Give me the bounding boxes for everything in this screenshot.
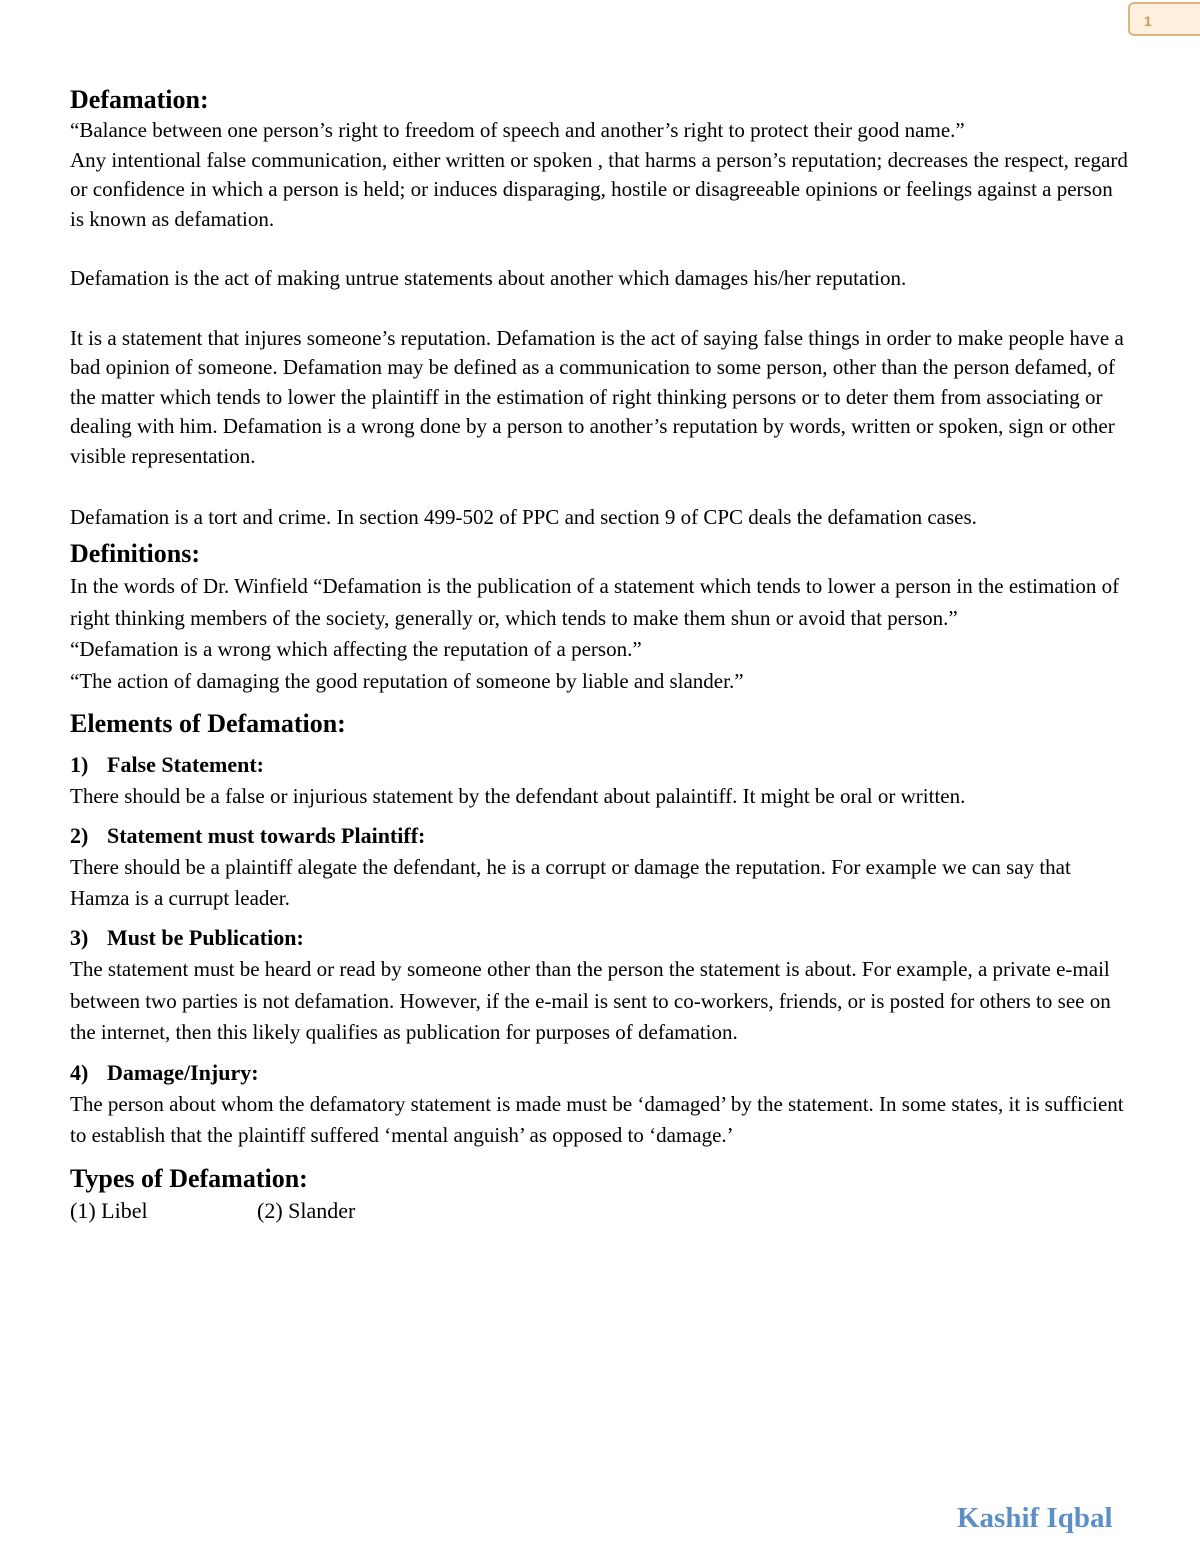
element-1-title: 1) False Statement: <box>70 752 265 777</box>
definition-3: “The action of damaging the good reputation of someone by liable and slander.” <box>70 668 744 693</box>
element-4-text: The person about whom the defamatory statement is made must be ‘damaged’ by the statement. In some states, it is sufficient to establish that the plaintiff suffered ‘mental anguish’ as opposed to ‘damage.’ <box>70 1091 1124 1147</box>
defamation-para-1: Any intentional false communication, either written or spoken , that harms a person’s reputation; decreases the respect, regard or confidence in which a person is held; or induces disparaging, hostile or disagreeable opinions or feelings against a person is known as defamation. <box>70 147 1128 231</box>
element-2-text: There should be a plaintiff alegate the defendant, he is a corrupt or damage the reputation. For example we can say that Hamza is a currupt leader. <box>70 855 1071 910</box>
type-libel: (1) Libel <box>70 1197 148 1223</box>
element-3-text: The statement must be heard or read by someone other than the person the statement is about. For example, a private e-mail between two parties is not defamation. However, if the e-mail is sent to co-workers, friends, or is posted for others to see on the internet, then this likely qualifies as publication for purposes of defamation. <box>70 957 1111 1044</box>
defamation-para-4: Defamation is a tort and crime. In section 499-502 of PPC and section 9 of CPC deals the defamation cases. <box>70 505 977 529</box>
heading-elements: Elements of Defamation: <box>70 709 346 738</box>
definition-1: In the words of Dr. Winfield “Defamation is the publication of a statement which tends to lower a person in the estimation of right thinking members of the society, generally or, which tends to make them shun or avoid that person.” <box>70 574 1120 630</box>
type-slander: (2) Slander <box>257 1197 356 1223</box>
heading-defamation: Defamation: <box>70 85 209 114</box>
element-3-title: 3) Must be Publication: <box>70 925 304 950</box>
document-body <box>70 84 1130 1226</box>
element-2-title: 2) Statement must towards Plaintiff: <box>70 823 426 848</box>
page-number: 1 <box>1144 13 1152 29</box>
heading-definitions: Definitions: <box>70 539 200 568</box>
defamation-para-3: It is a statement that injures someone’s reputation. Defamation is the act of saying false things in order to make people have a bad opinion of someone. Defamation may be defined as a communication to some person, other than the person defamed, of the matter which tends to lower the plaintiff in the estimation of right thinking persons or to deter them from associating or dealing with him. Defamation is a wrong done by a person to another’s reputation by words, written or spoken, sign or other visible representation. <box>70 325 1124 468</box>
types-list <box>70 1196 1130 1226</box>
defamation-para-2: Defamation is the act of making untrue statements about another which damages his/her reputation. <box>70 266 907 290</box>
heading-types: Types of Defamation: <box>70 1163 308 1193</box>
page-number-tab <box>1128 2 1200 36</box>
element-1-text: There should be a false or injurious statement by the defendant about palaintiff. It might be oral or written. <box>70 784 966 808</box>
author-name: Kashif Iqbal <box>957 1502 1113 1534</box>
definition-2: “Defamation is a wrong which affecting the reputation of a person.” <box>70 637 642 661</box>
defamation-quote: “Balance between one person’s right to freedom of speech and another’s right to protect their good name.” <box>70 118 965 142</box>
element-4-title: 4) Damage/Injury: <box>70 1059 259 1085</box>
